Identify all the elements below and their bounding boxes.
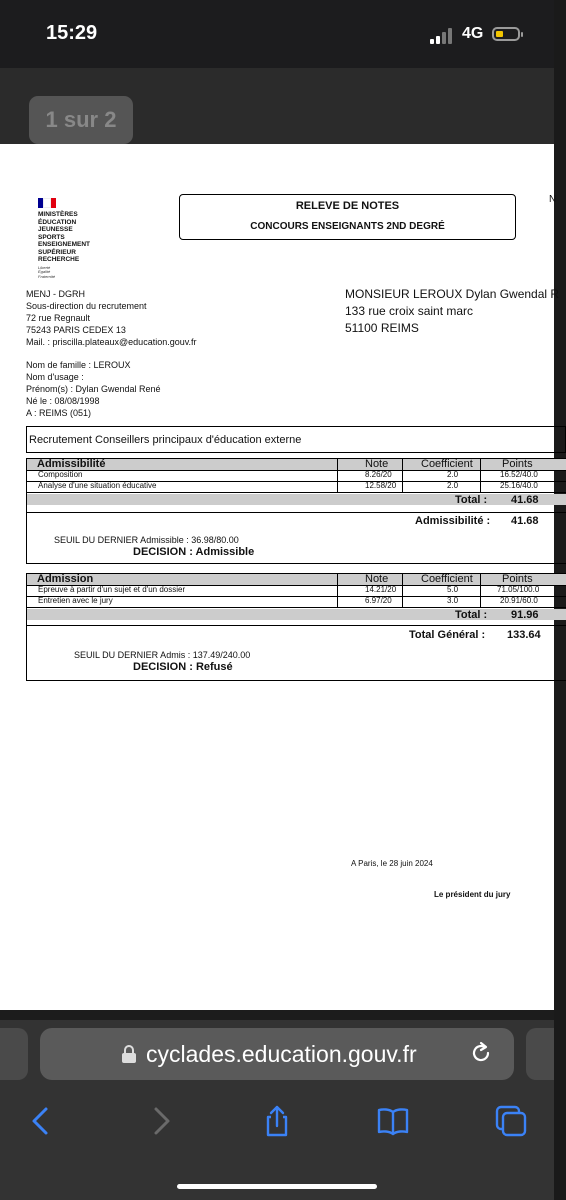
- recipient-line: 51100 REIMS: [345, 321, 419, 335]
- table-row: [27, 596, 566, 608]
- identity-line: A : REIMS (051): [26, 408, 92, 418]
- identity-line: Nom de famille : LEROUX: [26, 360, 131, 370]
- row-points: 20.91/60.0: [500, 596, 538, 605]
- jury-signature-label: Le président du jury: [434, 890, 511, 899]
- seuil-admissible: SEUIL DU DERNIER Admissible : 36.98/80.00: [54, 535, 239, 545]
- total-general-value: 133.64: [507, 629, 541, 641]
- recipient-line: MONSIEUR LEROUX Dylan Gwendal R: [345, 287, 560, 301]
- identity-line: Prénom(s) : Dylan Gwendal René: [26, 384, 161, 394]
- page-gap: [0, 1010, 554, 1020]
- page-indicator: 1 sur 2: [29, 96, 133, 144]
- corner-text: N: [549, 194, 557, 205]
- recruitment-title: Recrutement Conseillers principaux d'éducation externe: [26, 426, 566, 453]
- decision-admission: DECISION : Refusé: [133, 661, 233, 673]
- decision-admissible: DECISION : Admissible: [133, 546, 255, 558]
- ministry-logo: [38, 198, 108, 279]
- status-time: 15:29: [46, 22, 98, 44]
- french-flag-icon: [38, 198, 56, 208]
- row-points: 71.05/100.0: [497, 585, 540, 594]
- col-points: Points: [502, 458, 533, 470]
- col-note: Note: [365, 458, 389, 470]
- next-tab-preview[interactable]: [526, 1028, 554, 1080]
- row-points: 25.16/40.0: [500, 481, 538, 490]
- lock-icon: [120, 1044, 138, 1064]
- admissibilite-label: Admissibilité :: [415, 515, 491, 527]
- section-label: Admissibilité: [37, 458, 106, 470]
- total-value: 41.68: [511, 494, 539, 506]
- col-note: Note: [365, 573, 389, 585]
- home-indicator: [177, 1184, 377, 1189]
- seuil-admis: SEUIL DU DERNIER Admis : 137.49/240.00: [74, 650, 251, 660]
- row-note: 14.21/20: [365, 585, 397, 594]
- url-text[interactable]: cyclades.education.gouv.fr: [146, 1041, 417, 1067]
- row-name: Epreuve à partir d'un sujet et d'un dossier: [38, 585, 186, 594]
- section-label: Admission: [37, 573, 94, 585]
- document-page[interactable]: [0, 144, 560, 1010]
- row-note: 6.97/20: [365, 596, 392, 605]
- forward-icon[interactable]: [144, 1104, 178, 1138]
- ministry-name: MINISTÈRES ÉDUCATION JEUNESSE SPORTS ENSEIGNEMENT SUPÉRIEUR RECHERCHE: [38, 211, 91, 263]
- recipient-line: 133 rue croix saint marc: [345, 304, 474, 318]
- status-bar: [0, 0, 554, 68]
- sender-address: [26, 288, 197, 348]
- signal-icon: [430, 26, 456, 44]
- candidate-identity: [26, 359, 161, 419]
- row-coef: 2.0: [447, 470, 459, 479]
- total-label: Total :: [455, 609, 488, 621]
- sender-line: MENJ - DGRH: [26, 289, 85, 299]
- admission-result: [26, 626, 566, 681]
- col-points: Points: [502, 573, 533, 585]
- row-coef: 2.0: [447, 481, 459, 490]
- total-row: [27, 494, 566, 505]
- col-coef: Coefficient: [421, 573, 473, 585]
- row-name: Analyse d'une situation éducative: [38, 481, 157, 490]
- doc-title: RELEVE DE NOTES: [295, 200, 400, 212]
- network-type: 4G: [462, 25, 484, 42]
- row-name: Entretien avec le jury: [38, 596, 113, 605]
- row-coef: 5.0: [447, 585, 459, 594]
- sender-line: 72 rue Regnault: [26, 313, 91, 323]
- share-icon[interactable]: [260, 1104, 294, 1138]
- tabs-icon[interactable]: [494, 1104, 528, 1138]
- place-date: A Paris, le 28 juin 2024: [351, 859, 433, 868]
- battery-icon: [492, 27, 520, 41]
- row-note: 12.58/20: [365, 481, 397, 490]
- row-points: 16.52/40.0: [500, 470, 538, 479]
- title-box: [179, 194, 516, 240]
- admission-table: [26, 573, 566, 626]
- doc-subtitle: CONCOURS ENSEIGNANTS 2ND DEGRÉ: [250, 221, 445, 232]
- sender-line: Sous-direction du recrutement: [26, 301, 147, 311]
- bookmarks-icon[interactable]: [376, 1104, 410, 1138]
- identity-line: Né le : 08/08/1998: [26, 396, 100, 406]
- row-note: 8.26/20: [365, 470, 392, 479]
- previous-tab-preview[interactable]: [0, 1028, 28, 1080]
- admissibilite-value: 41.68: [511, 515, 539, 527]
- admissibilite-result: [26, 513, 566, 564]
- total-label: Total :: [455, 494, 488, 506]
- ministry-motto: Liberté Égalité Fraternité: [38, 264, 56, 279]
- identity-line: Nom d'usage :: [26, 372, 84, 382]
- admissibilite-table: [26, 458, 566, 513]
- row-coef: 3.0: [447, 596, 459, 605]
- back-icon[interactable]: [24, 1104, 58, 1138]
- total-row: [27, 609, 566, 620]
- sender-email: Mail. : priscilla.plateaux@education.gouv.fr: [26, 337, 197, 347]
- col-coef: Coefficient: [421, 458, 473, 470]
- sender-line: 75243 PARIS CEDEX 13: [26, 325, 126, 335]
- row-name: Composition: [38, 470, 83, 479]
- total-general-label: Total Général :: [409, 629, 486, 641]
- recipient-address: [345, 286, 559, 337]
- total-value: 91.96: [511, 609, 539, 621]
- table-row: [27, 481, 566, 493]
- reload-icon[interactable]: [468, 1040, 494, 1066]
